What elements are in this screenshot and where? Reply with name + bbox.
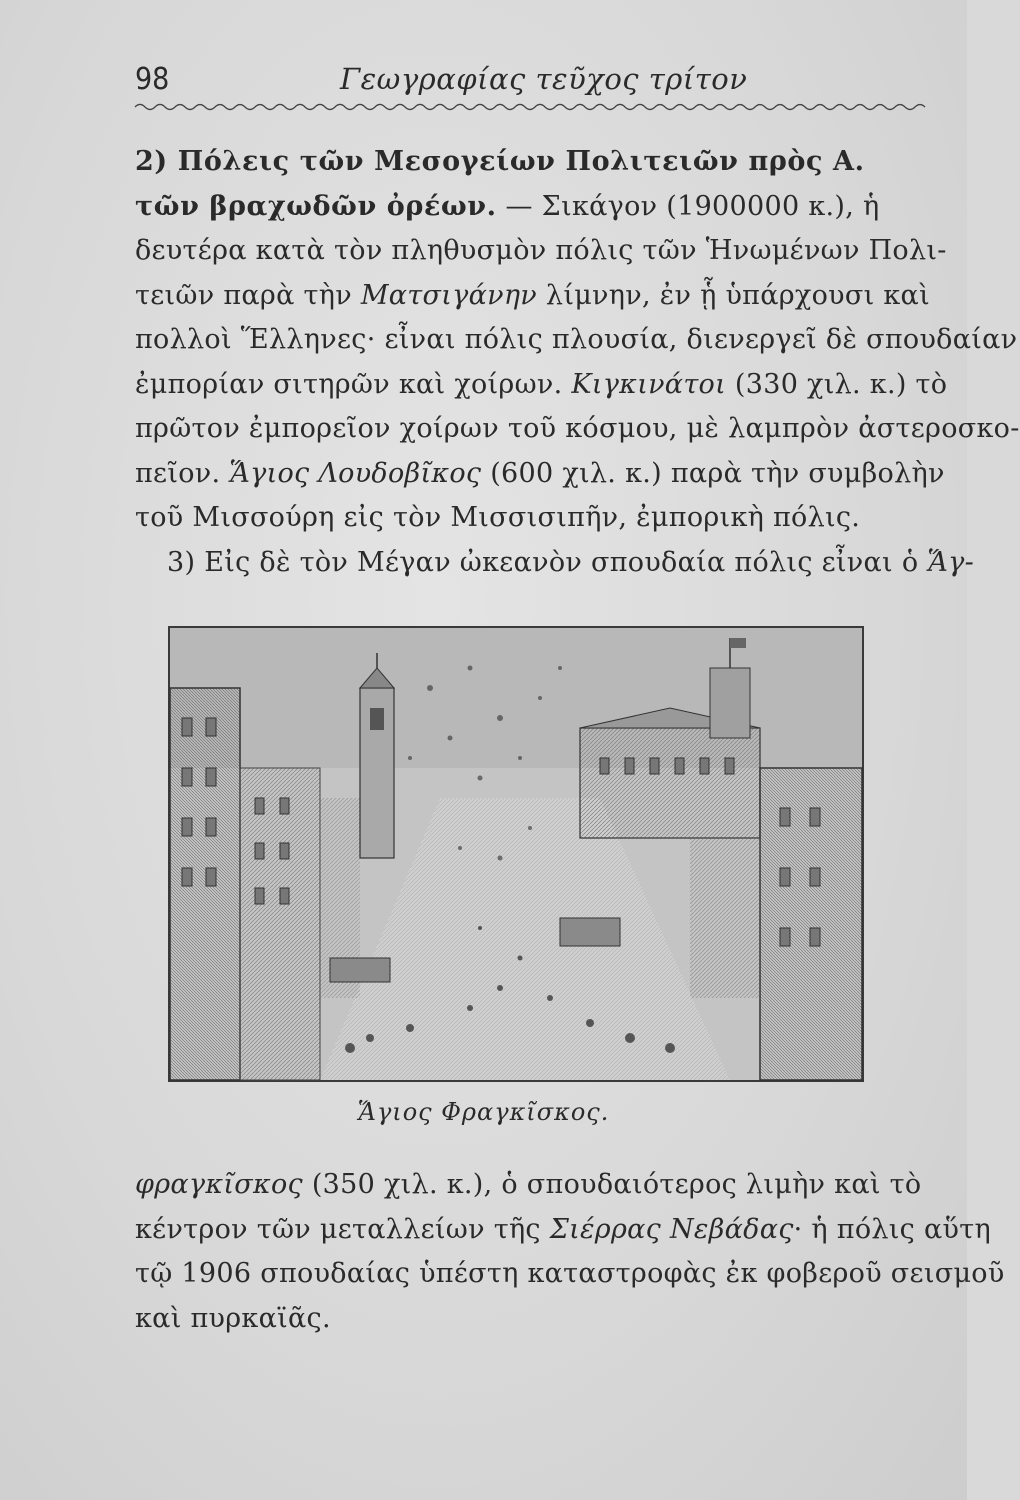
section-2-text: [135, 140, 1020, 585]
illustration-san-francisco: [168, 626, 864, 1082]
text-line: [135, 140, 935, 185]
text-line: [135, 541, 975, 586]
text-span: (600 χιλ. κ.) παρὰ τὴν συμβολὴν: [481, 457, 945, 489]
header-wavy-rule: [135, 100, 925, 114]
text-span: τειῶν παρὰ τὴν: [135, 279, 361, 311]
text-span: κέντρον τῶν μεταλλείων τῆς: [135, 1213, 550, 1245]
text-line: [135, 1208, 991, 1253]
section-3-text: [135, 1163, 1005, 1341]
place-name: Ματσιγάνην: [360, 279, 538, 311]
text-span: · ἡ πόλις αὕτη: [793, 1213, 991, 1245]
figure-caption: Ἅγιος Φραγκῖσκος.: [357, 1098, 610, 1126]
text-line: [135, 363, 948, 408]
place-name: Ἅγ-: [927, 546, 975, 578]
section-heading-cont: τῶν βραχωδῶν ὀρέων.: [135, 190, 497, 222]
street-scene-engraving: [170, 628, 862, 1080]
text-line: τοῦ Μισσούρη εἰς τὸν Μισσισιπῆν, ἐμπορικὴ πόλις.: [135, 502, 861, 533]
text-line: [135, 452, 945, 497]
text-line: [135, 274, 935, 319]
place-name: Σιέρρας Νεβάδας: [549, 1213, 794, 1245]
text-line: πολλοὶ Ἕλληνες· εἶναι πόλις πλουσία, διενεργεῖ δὲ σπουδαίαν: [135, 324, 1018, 355]
text-span: ἐμπορίαν σιτηρῶν καὶ χοίρων.: [135, 368, 572, 400]
page-number: 98: [135, 62, 170, 97]
section-heading: 2) Πόλεις τῶν Μεσογείων Πολιτειῶν πρὸς Α.: [135, 146, 865, 177]
text-line: [135, 1163, 935, 1208]
place-name: Ἅγιος Λουδοβῖκος: [229, 457, 482, 489]
text-line: πρῶτον ἐμπορεῖον χοίρων τοῦ κόσμου, μὲ λαμπρὸν ἀστεροσκο-: [135, 413, 1020, 444]
text-span: (350 χιλ. κ.), ὁ σπουδαιότερος λιμὴν καὶ τὸ: [302, 1169, 922, 1200]
running-title: Γεωγραφίας τεῦχος τρίτον: [340, 62, 748, 96]
text-line: τῷ 1906 σπουδαίας ὑπέστη καταστροφὰς ἐκ φοβεροῦ σεισμοῦ: [135, 1258, 1005, 1289]
text-line: δευτέρα κατὰ τὸν πληθυσμὸν πόλις τῶν Ἡνωμένων Πολι-: [135, 235, 947, 266]
text-span: — Σικάγον (1900000 κ.), ἡ: [505, 190, 880, 222]
text-span: πεῖον.: [135, 457, 230, 489]
place-name: φραγκῖσκος: [135, 1169, 303, 1200]
text-span: λίμνην, ἐν ᾗ ὑπάρχουσι καὶ: [537, 279, 930, 311]
text-span: (330 χιλ. κ.) τὸ: [726, 368, 948, 400]
place-name: Κιγκινάτοι: [571, 368, 727, 400]
text-line: [135, 185, 935, 230]
text-span: 3) Εἰς δὲ τὸν Μέγαν ὠκεανὸν σπουδαία πόλις εἶναι ὁ: [167, 546, 928, 578]
page-header: [135, 62, 925, 102]
text-line: καὶ πυρκαϊᾶς.: [135, 1302, 331, 1334]
